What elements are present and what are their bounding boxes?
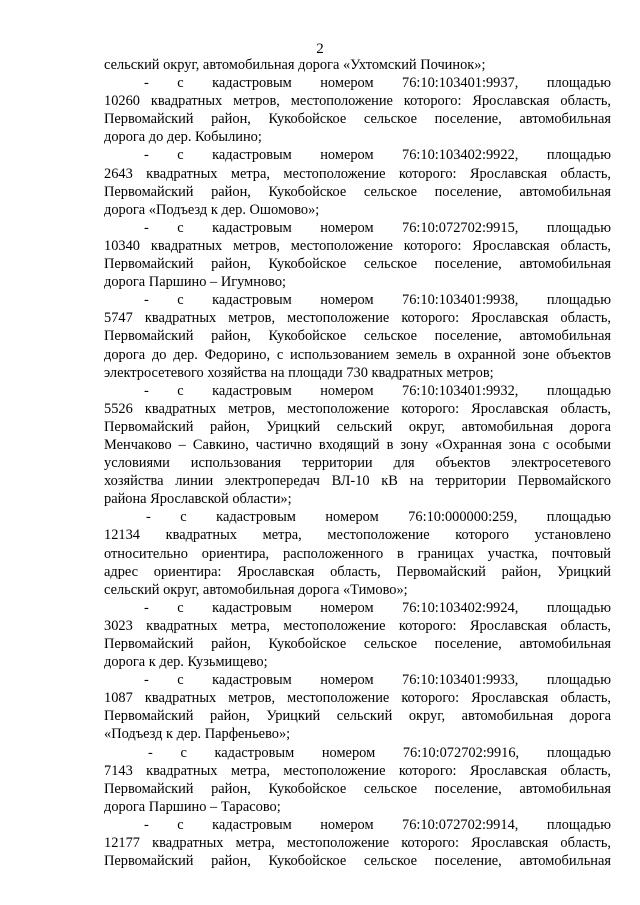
text-line: 5747 квадратных метров, местоположение которого: Ярославская область, [104,310,611,327]
text-line: электросетевого хозяйства на площади 730 квадратных метров; [104,364,494,381]
text-line: Первомайский район, Кукобойское сельское поселение, автомобильная [104,780,611,797]
text-line: Первомайский район, Урицкий сельский округ, автомобильная дорога [104,418,611,435]
text-line: 3023 квадратных метра, местоположение которого: Ярославская область, [104,617,611,634]
text-line: Менчаково – Савкино, частично входящий в зону «Охранная зона с особыми [104,436,611,453]
text-line: 10260 квадратных метров, местоположение которого: Ярославская область, [104,93,611,110]
text-line: дорога «Подъезд к дер. Ошомово»; [104,201,320,218]
text-line: Первомайский район, Кукобойское сельское поселение, автомобильная [104,328,611,345]
text-line: - с кадастровым номером 76:10:103401:9937, площадью [144,75,611,92]
text-line: 2643 квадратных метра, местоположение которого: Ярославская область, [104,165,611,182]
text-line: Первомайский район, Кукобойское сельское поселение, автомобильная [104,183,611,200]
text-line: - с кадастровым номером 76:10:103402:9924, площадью [144,599,611,616]
text-line: хозяйства линии электропередач ВЛ-10 кВ на территории Первомайского [104,473,611,490]
text-line: - с кадастровым номером 76:10:072702:9914, площадью [144,816,611,833]
text-line: 10340 квадратных метров, местоположение которого: Ярославская область, [104,237,611,254]
text-line: - с кадастровым номером 76:10:103401:9932, площадью [144,382,611,399]
text-line: дорога Паршино – Тарасово; [104,798,281,815]
page-number: 2 [316,41,324,57]
text-line: 7143 квадратных метра, местоположение которого: Ярославская область, [104,762,611,779]
text-line: сельский округ, автомобильная дорога «Тимово»; [104,581,408,598]
text-line: дорога Паршино – Игумново; [104,274,287,291]
text-line: - с кадастровым номером 76:10:072702:9916, площадью [148,744,611,761]
text-line: района Ярославской области»; [104,491,292,508]
text-line: дорога до дер. Кобылино; [104,129,262,146]
text-line: 12177 квадратных метра, местоположение которого: Ярославская область, [104,835,611,852]
text-line: адрес ориентира: Ярославская область, Первомайский район, Урицкий [104,563,611,580]
text-line: 12134 квадратных метра, местоположение которого установлено [104,527,611,544]
text-line: 1087 квадратных метров, местоположение которого: Ярославская область, [104,690,611,707]
text-line: Первомайский район, Кукобойское сельское поселение, автомобильная [104,256,611,273]
text-line: Первомайский район, Кукобойское сельское поселение, автомобильная [104,636,611,652]
text-line: - с кадастровым номером 76:10:072702:9915, площадью [144,219,611,236]
text-line: - с кадастровым номером 76:10:103401:9933, площадью [144,672,611,689]
document-body [104,56,611,870]
text-line: сельский округ, автомобильная дорога «Ухтомский Починок»; [104,57,486,73]
text-line: Первомайский район, Кукобойское сельское поселение, автомобильная [104,111,611,128]
text-line: дорога к дер. Кузьмищево; [104,654,268,671]
text-line: дорога до дер. Федорино, с использованием земель в охранной зоне объектов [104,346,611,363]
text-line: условиями использования территории для объектов электросетевого [104,455,611,472]
text-line: - с кадастровым номером 76:10:103402:9922, площадью [144,147,611,164]
text-line: - с кадастровым номером 76:10:103401:9938, площадью [144,292,611,309]
text-line: Первомайский район, Урицкий сельский округ, автомобильная дорога [104,708,611,725]
text-line: - с кадастровым номером 76:10:000000:259, площадью [146,509,611,526]
text-line: 5526 квадратных метров, местоположение которого: Ярославская область, [104,400,611,417]
text-line: относительно ориентира, расположенного в границах участка, почтовый [104,545,611,562]
text-line: «Подъезд к дер. Парфеньево»; [104,726,291,743]
text-line: Первомайский район, Кукобойское сельское поселение, автомобильная [104,853,611,870]
